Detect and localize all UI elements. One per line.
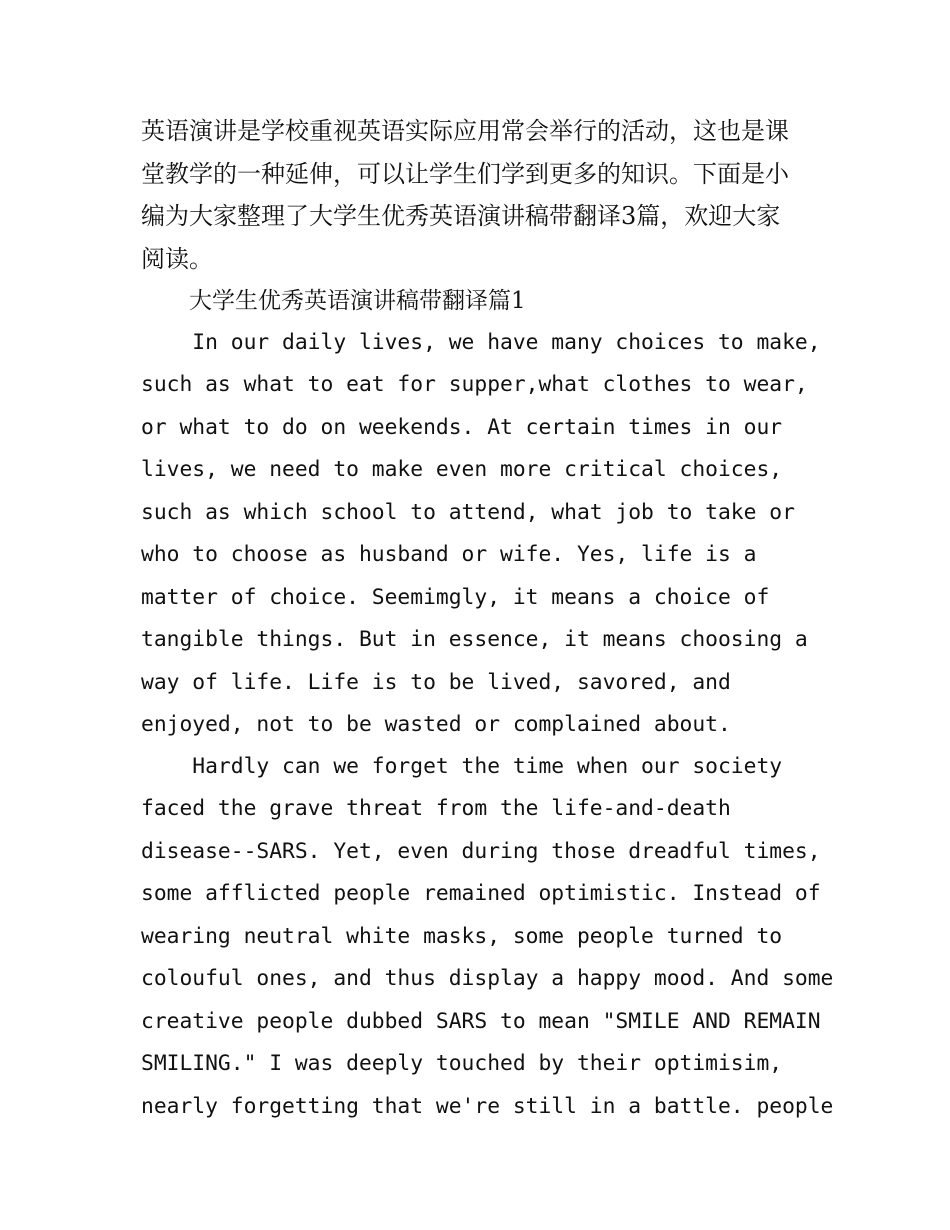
text-line: who to choose as husband or wife. Yes, life is a — [141, 542, 757, 568]
intro-line: 英语演讲是学校重视英语实际应用常会举行的活动，这也是课 — [141, 117, 789, 145]
text-line: matter of choice. Seemimgly, it means a choice of — [141, 584, 770, 610]
intro-line: 阅读。 — [141, 244, 213, 273]
text-line: In our daily lives, we have many choices to make, — [141, 330, 821, 355]
text-line: wearing neutral white masks, some people turned to — [141, 923, 783, 949]
text-line: Hardly can we forget the time when our society — [141, 754, 783, 779]
text-line: some afflicted people remained optimistic. Instead of — [141, 881, 821, 907]
speech-paragraph-2 — [141, 746, 834, 1128]
text-line: tangible things. But in essence, it means choosing a — [141, 627, 808, 653]
text-line: faced the grave threat from the life-and-death — [141, 796, 731, 822]
intro-paragraph — [141, 110, 821, 280]
text-line: disease--SARS. Yet, even during those dreadful times, — [141, 838, 821, 864]
text-line: enjoyed, not to be wasted or complained about. — [141, 712, 731, 738]
text-line: way of life. Life is to be lived, savored, and — [141, 669, 731, 695]
text-line: such as which school to attend, what job to take or — [141, 499, 795, 525]
speech-paragraph-1 — [141, 322, 831, 747]
text-line: lives, we need to make even more critical choices, — [141, 457, 783, 483]
intro-line: 编为大家整理了大学生优秀英语演讲稿带翻译3篇，欢迎大家 — [141, 202, 781, 230]
text-line: nearly forgetting that we're still in a battle. people — [141, 1093, 834, 1119]
text-line: such as what to eat for supper,what clothes to wear, — [141, 372, 808, 398]
intro-line: 堂教学的一种延伸，可以让学生们学到更多的知识。下面是小 — [141, 159, 789, 188]
text-line: colouful ones, and thus display a happy mood. And some — [141, 966, 834, 992]
text-line: SMILING." I was deeply touched by their optimisim, — [141, 1051, 783, 1077]
section-heading: 大学生优秀英语演讲稿带翻译篇1 — [189, 288, 526, 314]
text-line: creative people dubbed SARS to mean "SMILE AND REMAIN — [141, 1008, 821, 1034]
text-line: or what to do on weekends. At certain times in our — [141, 414, 783, 440]
